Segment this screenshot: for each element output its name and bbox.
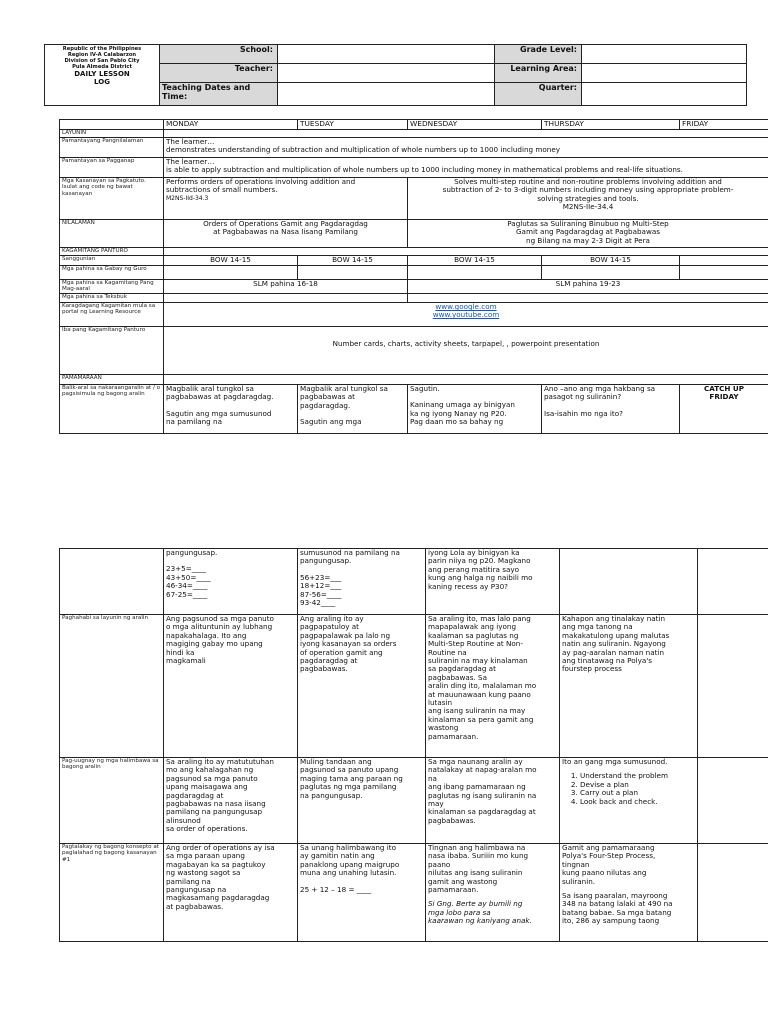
text-line: Ano –ano ang mga hakbang sa	[544, 384, 656, 393]
corner-cell	[60, 120, 164, 130]
equation: 67-25=____	[166, 589, 208, 599]
text-line: na	[428, 773, 437, 783]
region-line: Region IV-A Calabarzon	[67, 52, 137, 58]
text-line: pagbabawas at	[300, 392, 355, 402]
list-item: 4. Look back and check.	[580, 798, 695, 806]
row-label-iba: Iba pang Kagamitang Panturo	[60, 327, 164, 375]
dates-label: Teaching Dates and Time:	[160, 83, 278, 106]
text-line: Sagutin.	[410, 384, 440, 393]
text-line: may	[428, 799, 444, 809]
pagtalakay-wed	[426, 844, 560, 942]
text-line: sumusunod na pamilang na	[300, 548, 400, 557]
text-line: pamamaraan.	[428, 885, 479, 895]
grade-label: Grade Level:	[495, 45, 582, 64]
text-line: upang maisagawa ang	[166, 782, 248, 792]
teacher-field[interactable]	[278, 64, 495, 83]
text-line: sa pagdaragdag at	[428, 664, 496, 674]
row-label-gabay: Mga pahina sa Gabay ng Guro	[60, 266, 164, 280]
text-line: Pag daan mo sa bahay ng	[410, 417, 504, 427]
text-line: The learner…	[166, 157, 215, 166]
text-line: Sagutin ang mga sumusunod	[166, 408, 272, 418]
text-line: natalakay at napag-aralan mo	[428, 765, 537, 775]
pagugnay-thu	[560, 758, 698, 844]
list-item: 2. Devise a plan	[580, 781, 695, 789]
text-line: na pamilang na	[166, 417, 222, 427]
text-line: ng wastong sagot sa	[166, 868, 241, 878]
text-line: pagdaragdag.	[300, 400, 351, 410]
text-line: ang isang suliranin na may	[428, 706, 526, 716]
section-pamamaraan: PAMAMARAAN	[60, 375, 164, 385]
text-line: o mga alituntunin ay lubhang	[166, 622, 273, 632]
text-line: wastong	[428, 723, 459, 733]
text-line: fourstep process	[562, 664, 622, 674]
text-line: pagbabawas. Sa	[428, 672, 488, 682]
iba-text: Number cards, charts, activity sheets, tarpapel, , powerpoint presentation	[164, 327, 768, 375]
text-line: kaarawan ng kaniyang anak.	[428, 916, 532, 926]
text-line: demonstrates understanding of subtraction and multiplication of whole numbers up to 1000 including money	[166, 145, 561, 155]
text-line: kung paano nilutas ang	[562, 868, 647, 878]
day-thursday: THURSDAY	[542, 120, 680, 130]
text-line: hindi ka	[166, 647, 195, 657]
text-line: kinalaman sa pera gamit ang	[428, 714, 534, 724]
text-line: paglutas ng isang suliranin na	[428, 790, 537, 800]
pagtalakay-mon	[164, 844, 298, 942]
section-layunin: LAYUNIN	[60, 130, 164, 138]
text-line: Ang pagsunod sa mga panuto	[166, 614, 274, 623]
text-line: ang perang matitira sayo	[428, 564, 520, 574]
text-line: nasa ibaba. Suriiin mo kung	[428, 851, 529, 861]
region-line: Republic of the Philippines	[62, 46, 142, 52]
equation: 23+5=____	[166, 564, 207, 574]
text-line: pangungusap.	[166, 548, 218, 557]
text-line: paglutas ng mga pamilang	[300, 782, 397, 792]
text-line: Muling tandaan ang	[300, 757, 372, 766]
row-label-sanggunian: Sanggunian	[60, 256, 164, 266]
equation: 56+23=___	[300, 572, 342, 582]
text-line: pagbabawas.	[300, 664, 348, 674]
equation: 46-34=____	[166, 581, 208, 591]
text-line: magabayan ka sa pagtukoy	[166, 859, 266, 869]
pagugnay-mon	[164, 758, 298, 844]
equation: 18+12=___	[300, 581, 342, 591]
dates-field[interactable]	[278, 83, 495, 106]
text-line: gamit ang wastong	[428, 876, 498, 886]
text-line: sa mga paraan upang	[166, 851, 245, 861]
text-line: nilutas ang isang suliranin	[428, 868, 523, 878]
text-line: Multi-Step Routine at Non-	[428, 639, 523, 649]
region-line: Division of San Pablo City	[64, 58, 140, 64]
text-line: of operation gamit ang	[300, 647, 383, 657]
catch-up-label: CATCH UP	[703, 384, 745, 393]
list-item: 1. Understand the problem	[580, 772, 695, 780]
school-field[interactable]	[278, 45, 495, 64]
text-line: subtractions of small numbers.	[166, 185, 278, 195]
text-line: pangungusap na	[166, 885, 227, 895]
text-line: pagpapatuloy at	[300, 622, 359, 632]
text-line: Ito an gang mga sumusunod.	[562, 757, 668, 766]
nilalaman-b	[408, 220, 768, 248]
sanggunian-thu: BOW 14-15	[542, 256, 680, 266]
sanggunian-wed: BOW 14-15	[408, 256, 542, 266]
text-line: 348 na batang lalaki at 490 na	[562, 899, 673, 909]
text-line: Gamit ang pamamaraang	[562, 843, 655, 852]
text-line: Routine na	[428, 647, 467, 657]
google-link[interactable]: www.google.com	[435, 302, 497, 311]
text-line: pasagot ng suliranin?	[544, 392, 622, 402]
grade-field[interactable]	[582, 45, 747, 64]
equation: 25 + 12 – 18 = ____	[300, 884, 372, 894]
balik-mon	[164, 385, 298, 434]
text-line: Magbalik aral tungkol sa	[300, 384, 388, 393]
teacher-label: Teacher:	[160, 64, 278, 83]
text-line: Sa araling ito ay matututuhan	[166, 757, 274, 766]
day-monday: MONDAY	[164, 120, 298, 130]
lesson-table-continued	[59, 548, 768, 942]
text-line: parin niiya ng p20. Magkano	[428, 556, 531, 566]
links-cell	[164, 303, 768, 327]
text-line: mapapalawak ang iyong	[428, 622, 517, 632]
row-label-pagganap: Pamantayan sa Pagganap	[60, 158, 164, 178]
catch-up-label: FRIDAY	[709, 392, 739, 402]
quarter-label: Quarter:	[495, 83, 582, 106]
text-line: pagsunod sa panuto upang	[300, 765, 399, 775]
region-block	[45, 45, 160, 106]
text-line: Isa-isahin mo nga ito?	[544, 408, 623, 418]
row-label-kagamitang-mag: Mga pahina sa Kagamitang Pang Mag-aaral	[60, 280, 164, 294]
cont-label-cell	[60, 549, 164, 615]
text-line: iyong Lola ay binigyan ka	[428, 548, 520, 557]
nilalaman-a	[164, 220, 408, 248]
text-line: natin ang suliranin. Ngayong	[562, 639, 666, 649]
text-line: iyong kasanayan sa orders	[300, 639, 397, 649]
region-line: Pula Almeda District	[72, 64, 132, 70]
text-line: magiging gabay mo upang	[166, 639, 263, 649]
text-line: ang mga tanong na	[562, 622, 633, 632]
day-wednesday: WEDNESDAY	[408, 120, 542, 130]
area-field[interactable]	[582, 64, 747, 83]
youtube-link[interactable]: www.youtube.com	[432, 310, 500, 320]
balik-thu	[542, 385, 680, 434]
text-line: suliranin na may kinalaman	[428, 656, 528, 666]
list-item: 3. Carry out a plan	[580, 789, 695, 797]
balik-wed	[408, 385, 542, 434]
paghahabi-wed	[426, 615, 560, 758]
slm-a: SLM pahina 16-18	[164, 280, 408, 294]
text-line: kaning recess ay P30?	[428, 581, 508, 591]
text-line: pagsunod sa mga panuto	[166, 773, 258, 783]
day-friday: FRIDAY	[680, 120, 768, 130]
row-label-pagugnay: Pag-uugnay ng mga halimbawa sa bagong aralin	[60, 758, 164, 844]
text-line: magkasamang pagdaragdag	[166, 893, 270, 903]
text-line: pagdaragdag at	[300, 656, 358, 666]
text-line: Performs orders of operations involving addition and	[166, 177, 356, 186]
text-line: Kaninang umaga ay binigyan	[410, 400, 515, 410]
text-line: kinalaman sa pagdaragdag at	[428, 807, 536, 817]
text-line: Sa unang halimbawang ito	[300, 843, 396, 852]
doc-title: DAILY LESSON	[74, 70, 130, 78]
text-line: pamilang na	[166, 876, 211, 886]
text-line: alinsunod	[166, 815, 201, 825]
text-line: ng Bilang na may 2-3 Digit at Pera	[526, 235, 650, 245]
text-line: mo ang kahalagahan ng	[166, 765, 254, 775]
text-line: The learner…	[166, 137, 215, 146]
text-line: Orders of Operations Gamit ang Pagdaragdag	[203, 219, 368, 228]
pagtalakay-thu	[560, 844, 698, 942]
competency-code: M2NS-IId-34.3	[166, 194, 209, 202]
pagganap-text	[164, 158, 768, 178]
text-line: ay gamitin natin ang	[300, 851, 375, 861]
text-line: ang ibang pamamaraan ng	[428, 782, 526, 792]
text-line: is able to apply subtraction and multiplication of whole numbers up to 1000 including money in mathematical problems and real-life situations.	[166, 165, 683, 175]
text-line: at Pagbabawas na Nasa Iisang Pamilang	[213, 227, 358, 237]
text-line: pagbabawas at pagdaragdag.	[166, 392, 274, 402]
day-tuesday: TUESDAY	[298, 120, 408, 130]
paghahabi-tue	[298, 615, 426, 758]
row-label-kasanayan: Mga Kasanayan sa Pagkatuto. Isulat ang code ng bawat kasanayan	[60, 178, 164, 220]
paghahabi-thu	[560, 615, 698, 758]
row-label-paghahabi: Paghahabi sa layunin ng aralin	[60, 615, 164, 758]
text-line: lutasin	[428, 698, 453, 708]
text-line: Polya's Four-Step Process,	[562, 851, 656, 861]
text-line: Ang araling ito ay	[300, 614, 364, 623]
text-line: aralin ding ito, malalaman mo	[428, 681, 537, 691]
text-line: pagbabawas.	[428, 815, 476, 825]
doc-title: LOG	[94, 78, 110, 86]
text-line: subtraction of 2- to 3-digit numbers including money using appropriate problem-	[442, 185, 734, 195]
text-line: ka ng iyong Nanay ng P20.	[410, 408, 507, 418]
row-label-teksbuk: Mga pahina sa Teksbuk	[60, 294, 164, 303]
competency-code: M2NS-IIe-34.4	[562, 202, 614, 212]
pagugnay-tue	[298, 758, 426, 844]
text-line: muna ang unahing lutasin.	[300, 868, 397, 878]
text-line: pangungusap.	[300, 556, 352, 566]
row-label-nilalaman: NILALAMAN	[60, 220, 164, 248]
text-line: solving strategies and tools.	[537, 193, 639, 203]
text-line: pamilang na pangungusap	[166, 807, 263, 817]
sanggunian-mon: BOW 14-15	[164, 256, 298, 266]
text-line: ay pag-aaralan naman natin	[562, 647, 665, 657]
lesson-table	[59, 119, 768, 434]
equation: 93-42____	[300, 598, 336, 608]
balik-fri	[680, 385, 768, 434]
text-line: sa order of operations.	[166, 824, 248, 834]
pagtalakay-tue	[298, 844, 426, 942]
text-line: maging tama ang paraan ng	[300, 773, 403, 783]
kasanayan-a	[164, 178, 408, 220]
text-line: pamamaraan.	[428, 731, 479, 741]
text-line: na pangungusap.	[300, 790, 363, 800]
school-label: School:	[160, 45, 278, 64]
text-line: Sagutin ang mga	[300, 417, 362, 427]
polya-steps-list	[562, 772, 695, 806]
text-line: napakahalaga. Ito ang	[166, 630, 247, 640]
text-line: kung ang halga ng naibili mo	[428, 573, 533, 583]
equation: 87-56=____	[300, 589, 342, 599]
text-line: pagdaragdag at	[166, 790, 224, 800]
text-line: Kahapon ang tinalakay natin	[562, 614, 666, 623]
text-line: paano	[428, 859, 451, 869]
text-line: Tingnan ang halimbawa na	[428, 843, 526, 852]
slm-b: SLM pahina 19-23	[408, 280, 768, 294]
equation: 43+50=____	[166, 572, 211, 582]
text-line: suliranin.	[562, 876, 596, 886]
quarter-field[interactable]	[582, 83, 747, 106]
area-label: Learning Area:	[495, 64, 582, 83]
text-line: pagpapalawak pa lalo ng	[300, 630, 391, 640]
text-line: Solves multi-step routine and non-routine problems involving addition and	[454, 177, 722, 186]
cont-tue	[298, 549, 426, 615]
text-line: batang babae. Sa mga batang	[562, 907, 672, 917]
text-line: Sa araling ito, mas lalo pang	[428, 614, 531, 623]
text-line: kaalaman sa paglutas ng	[428, 630, 519, 640]
text-line: Paglutas sa Suliraning Binubuo ng Multi-Step	[507, 219, 669, 228]
text-line: magkamali	[166, 656, 206, 666]
balik-tue	[298, 385, 408, 434]
text-line: Gamit ang Pagdaragdag at Pagbabawas	[515, 227, 660, 237]
pagugnay-wed	[426, 758, 560, 844]
row-label-pagtalakay: Pagtalakay ng bagong konsepto at paglalahad ng bagong kasanayan #1	[60, 844, 164, 942]
cont-wed	[426, 549, 560, 615]
sanggunian-tue: BOW 14-15	[298, 256, 408, 266]
cont-mon	[164, 549, 298, 615]
text-line: mga lobo para sa	[428, 907, 491, 917]
text-line: at pagbabawas.	[166, 901, 224, 911]
kasanayan-b	[408, 178, 768, 220]
row-label-balik: Balik-aral sa nakaraangaralin at / o pagsisimula ng bagong aralin	[60, 385, 164, 434]
text-line: Si Gng. Berte ay bumili ng	[428, 899, 523, 909]
header-table	[44, 44, 747, 106]
paghahabi-mon	[164, 615, 298, 758]
text-line: ito, 286 ay sampung taong	[562, 916, 660, 926]
text-line: at mauunawaan kung paano	[428, 689, 531, 699]
text-line: Sa isang paaralan, mayroong	[562, 891, 668, 901]
text-line: pagbabawas na nasa iisang	[166, 799, 266, 809]
text-line: tingnan	[562, 859, 590, 869]
section-kagamitang: KAGAMITANG PANTURO	[60, 248, 164, 256]
text-line: panaklong upang maigrupo	[300, 859, 400, 869]
row-label-pamantayang: Pamantayang Pangnilalaman	[60, 138, 164, 158]
pamantayang-text	[164, 138, 768, 158]
text-line: Magbalik aral tungkol sa	[166, 384, 254, 393]
text-line: ang tinatawag na Polya's	[562, 656, 653, 666]
text-line: Sa mga naunang aralin ay	[428, 757, 523, 766]
row-label-karagdagang: Karagdagang Kagamitan mula sa portal ng Learning Resource	[60, 303, 164, 327]
text-line: Ang order of operations ay isa	[166, 843, 275, 852]
text-line: makakatulong upang malutas	[562, 630, 670, 640]
